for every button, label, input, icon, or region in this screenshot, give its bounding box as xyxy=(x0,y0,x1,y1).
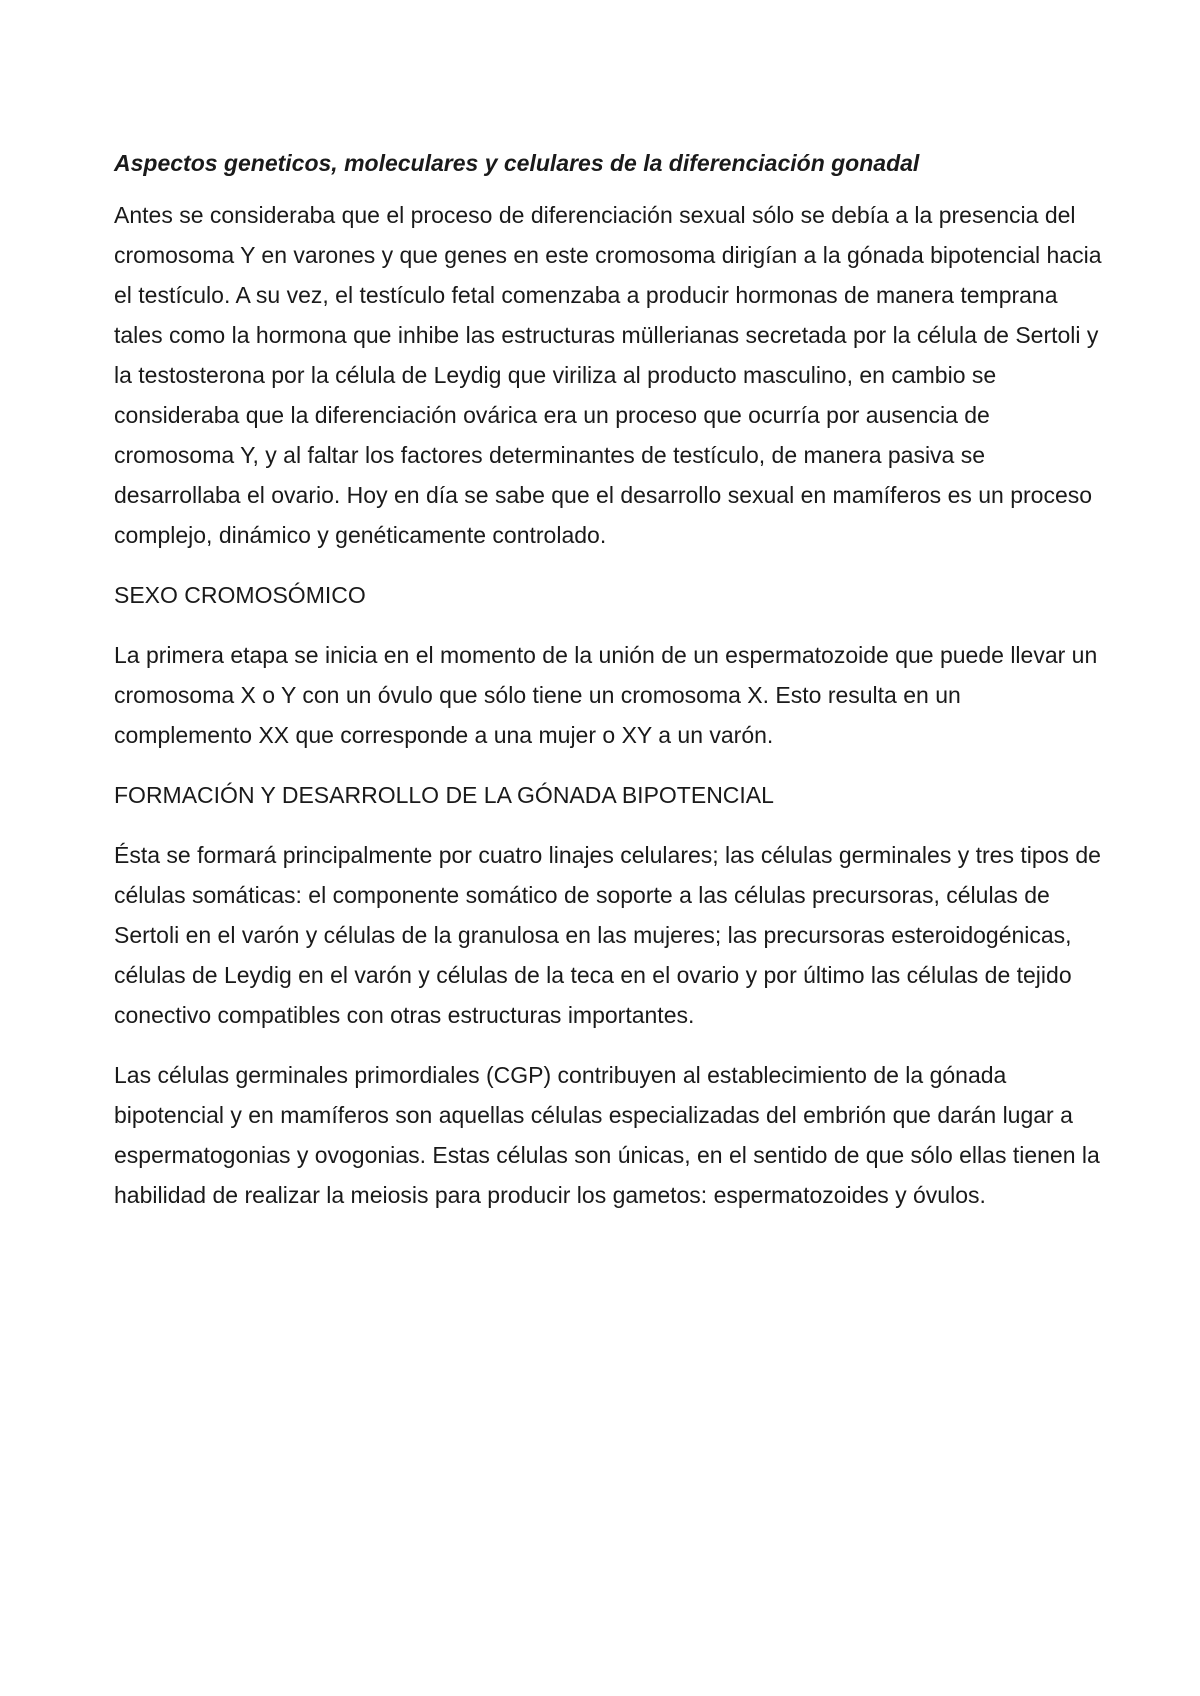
section-heading-sexo-cromosomico: SEXO CROMOSÓMICO xyxy=(114,582,366,608)
section-heading-gonada-bipotencial: FORMACIÓN Y DESARROLLO DE LA GÓNADA BIPOTENCIAL xyxy=(114,782,774,808)
sexo-cromosomico-paragraph: La primera etapa se inicia en el momento de la unión de un espermatozoide que puede llevar un cromosoma X o Y con un óvulo que sólo tiene un cromosoma X. Esto resulta en un complemento XX que corresponde a una mujer o XY a un varón. xyxy=(114,642,1098,748)
document-title: Aspectos geneticos, moleculares y celulares de la diferenciación gonadal xyxy=(114,150,920,176)
intro-paragraph: Antes se consideraba que el proceso de diferenciación sexual sólo se debía a la presencia del cromosoma Y en varones y que genes en este cromosoma dirigían a la gónada bipotencial hacia el testículo. A su vez, el testículo fetal comenzaba a producir hormonas de manera temprana tales como la hormona que inhibe las estructuras müllerianas secretada por la célula de Sertoli y la testosterona por la célula de Leydig que viriliza al producto masculino, en cambio se consideraba que la diferenciación ovárica era un proceso que ocurría por ausencia de cromosoma Y, y al faltar los factores determinantes de testículo, de manera pasiva se desarrollaba el ovario. Hoy en día se sabe que el desarrollo sexual en mamíferos es un proceso complejo, dinámico y genéticamente controlado. xyxy=(114,202,1102,548)
gonada-bipotencial-paragraph-2: Las células germinales primordiales (CGP) contribuyen al establecimiento de la gónada bipotencial y en mamíferos son aquellas células especializadas del embrión que darán lugar a espermatogonias y ovogonias. Estas células son únicas, en el sentido de que sólo ellas tienen la habilidad de realizar la meiosis para producir los gametos: espermatozoides y óvulos. xyxy=(114,1062,1100,1208)
document-body xyxy=(114,143,1104,1235)
gonada-bipotencial-paragraph-1: Ésta se formará principalmente por cuatro linajes celulares; las células germinales y tres tipos de células somáticas: el componente somático de soporte a las células precursoras, células de Sertoli en el varón y células de la granulosa en las mujeres; las precursoras esteroidogénicas, células de Leydig en el varón y células de la teca en el ovario y por último las células de tejido conectivo compatibles con otras estructuras importantes. xyxy=(114,842,1101,1028)
